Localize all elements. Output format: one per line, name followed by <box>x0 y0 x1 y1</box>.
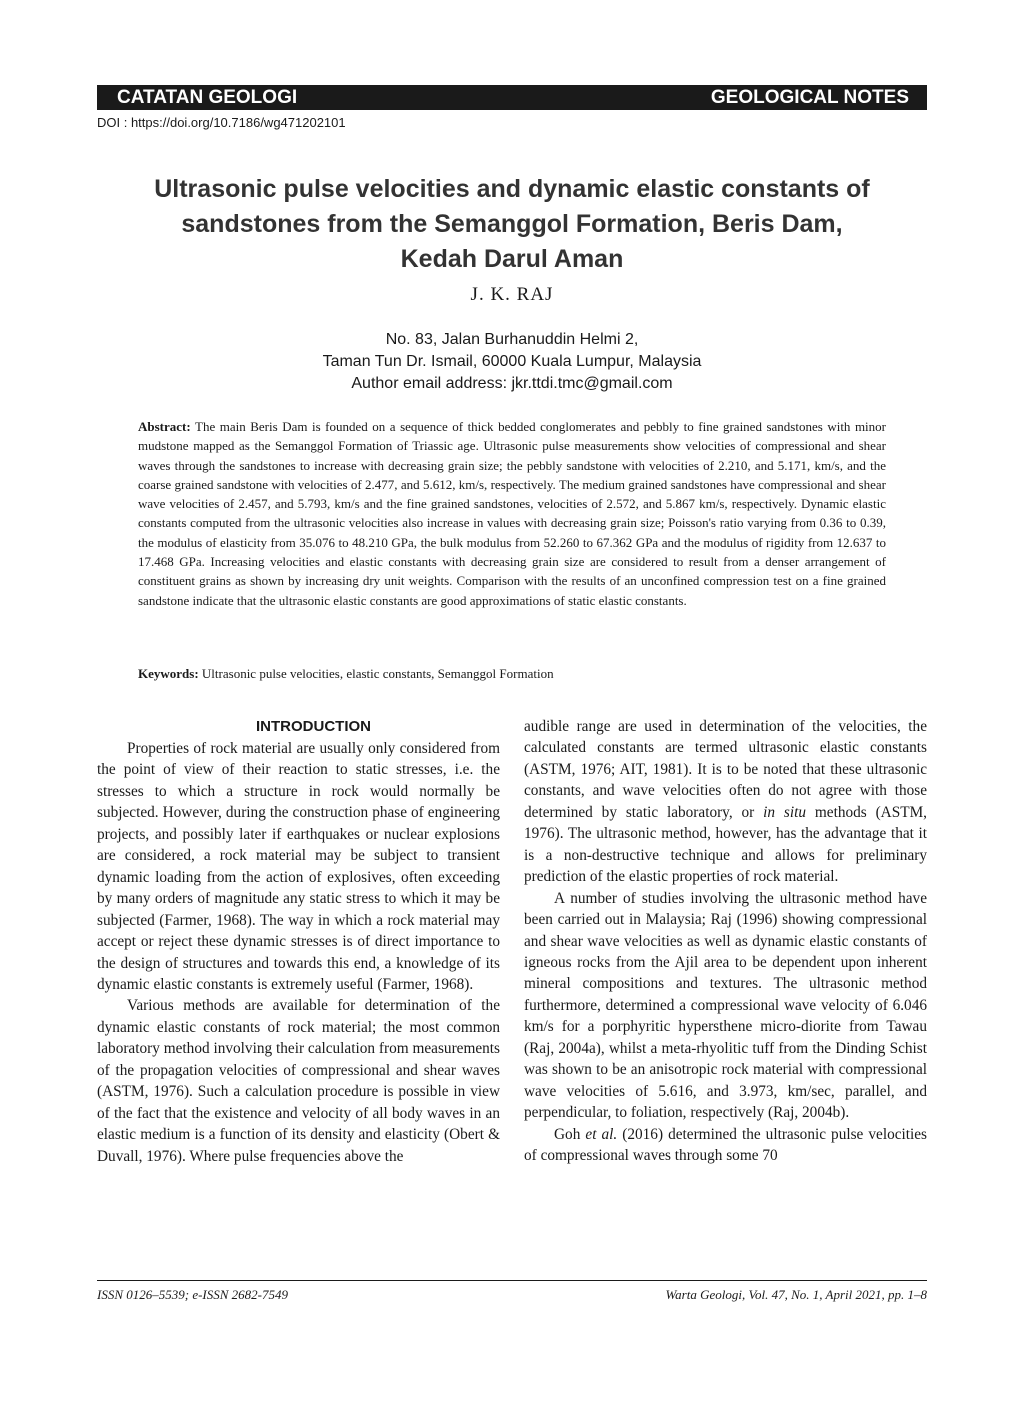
body-paragraph <box>524 1124 927 1167</box>
paragraph-text: Goh <box>554 1125 586 1143</box>
title-line: Ultrasonic pulse velocities and dynamic elastic constants of <box>154 175 870 203</box>
body-column-left <box>97 716 500 1167</box>
keywords <box>138 664 886 683</box>
paragraph-text: audible range are used in determination of the velocities, the calculated constants are termed ultrasonic elastic constants (ASTM, 1976; AIT, 1981). It is to be noted that these ultrasonic constants, and wave velocities often do not agree with those determined by static laboratory, or <box>524 718 927 821</box>
body-paragraph: Various methods are available for determination of the dynamic elastic constants of rock material; the most common laboratory method involving their calculation from measurements of the propagation velocities of compressional and shear waves (ASTM, 1976). Such a calculation procedure is possible in view of the fact that the existence and velocity of all body waves in an elastic medium is a function of its density and elasticity (Obert & Duvall, 1976). Where pulse frequencies above the <box>97 997 500 1165</box>
author-email[interactable]: Author email address: jkr.ttdi.tmc@gmail.com <box>351 375 673 392</box>
body-paragraph: A number of studies involving the ultrasonic method have been carried out in Malaysia; Raj (1996) showing compressional and shear wave velocities as well as dynamic elastic constants of igneous rocks from the Ajil area to be dependent upon inherent mineral compositions and textures. The ultrasonic method furthermore, determined a compressional wave velocity of 6.046 km/s for a porphyritic hypersthene micro-diorite from Tawau (Raj, 2004a), whilst a meta-rhyolitic tuff from the Dinding Schist was shown to be an anisotropic rock material with compressional wave velocities of 5.616, and 3.973, km/sec, parallel, and perpendicular, to foliation, respectively (Raj, 2004b). <box>524 889 927 1122</box>
keywords-text: Ultrasonic pulse velocities, elastic constants, Semanggol Formation <box>201 666 554 681</box>
abstract-label: Abstract: <box>138 419 191 434</box>
body-column-right <box>524 716 927 1167</box>
section-heading-introduction: INTRODUCTION <box>256 718 371 735</box>
journal-header-bar <box>97 85 927 110</box>
affiliation-line: No. 83, Jalan Burhanuddin Helmi 2, <box>385 331 639 348</box>
body-paragraph: Properties of rock material are usually only considered from the point of view of their reaction to static stresses, i.e. the stresses to which a structure in rock would normally be subjected. However, during the construction phase of engineering projects, and possibly later if earthquakes or nuclear explosions are considered, a rock material may be subject to transient dynamic loading from the action of explosives, often exceeding by many orders of magnitude any static stress to which it may be subjected (Farmer, 1968). The way in which a rock material may accept or reject these dynamic stresses is of direct importance to the design of structures and towards this end, a knowledge of its dynamic elastic constants is extremely useful (Farmer, 1968). <box>97 740 500 993</box>
paper-title <box>97 172 927 277</box>
author-name: J. K. RAJ <box>470 284 554 305</box>
header-section-malay: CATATAN GEOLOGI <box>117 87 298 108</box>
author-affiliation <box>97 329 927 395</box>
title-line: sandstones from the Semanggol Formation, Beris Dam, <box>181 210 843 238</box>
doi-link[interactable]: DOI : https://doi.org/10.7186/wg471202101 <box>97 115 346 130</box>
italic-term: in situ <box>763 803 807 821</box>
footer-citation: Warta Geologi, Vol. 47, No. 1, April 2021, pp. 1–8 <box>665 1287 927 1302</box>
body-paragraph <box>524 716 927 888</box>
abstract <box>138 417 886 610</box>
keywords-label: Keywords: <box>138 666 199 681</box>
footer-divider <box>97 1280 927 1281</box>
title-line: Kedah Darul Aman <box>400 245 624 273</box>
paragraph-text: methods (ASTM, 1976). The ultrasonic method, however, has the advantage that it is a non-destructive technique and allows for preliminary prediction of the elastic properties of rock material. <box>524 803 927 886</box>
affiliation-line: Taman Tun Dr. Ismail, 60000 Kuala Lumpur, Malaysia <box>322 353 702 370</box>
footer-issn: ISSN 0126–5539; e-ISSN 2682-7549 <box>97 1287 289 1302</box>
header-section-english: GEOLOGICAL NOTES <box>710 87 909 108</box>
abstract-text: The main Beris Dam is founded on a sequence of thick bedded conglomerates and pebbly to fine grained sandstones with minor mudstone mapped as the Semanggol Formation of Triassic age. Ultrasonic pulse measurements show velocities of compressional and shear waves through the sandstones to increase with decreasing grain size; the pebbly sandstone with velocities of 2.210, and 5.171, km/s, and the coarse grained sandstone with velocities of 2.477, and 5.612, km/s, respectively. The medium grained sandstones have compressional and shear wave velocities of 2.457, and 5.793, km/s and the fine grained sandstones, velocities of 2.572, and 5.867 km/s, respectively. Dynamic elastic constants computed from the ultrasonic velocities also increase in values with decreasing grain size; Poisson's ratio varying from 0.36 to 0.39, the modulus of elasticity from 35.076 to 48.210 GPa, the bulk modulus from 52.260 to 67.362 GPa and the modulus of rigidity from 12.637 to 17.468 GPa. Increasing velocities and elastic constants with decreasing grain size are considered to result from a denser arrangement of constituent grains as shown by increasing dry unit weights. Comparison with the results of an unconfined compression test on a fine grained sandstone indicate that the ultrasonic elastic constants are good approximations of static elastic constants. <box>138 419 886 608</box>
italic-term: et al. <box>585 1125 618 1143</box>
paragraph-text: (2016) determined the ultrasonic pulse velocities of compressional waves through some 70 <box>524 1125 928 1165</box>
